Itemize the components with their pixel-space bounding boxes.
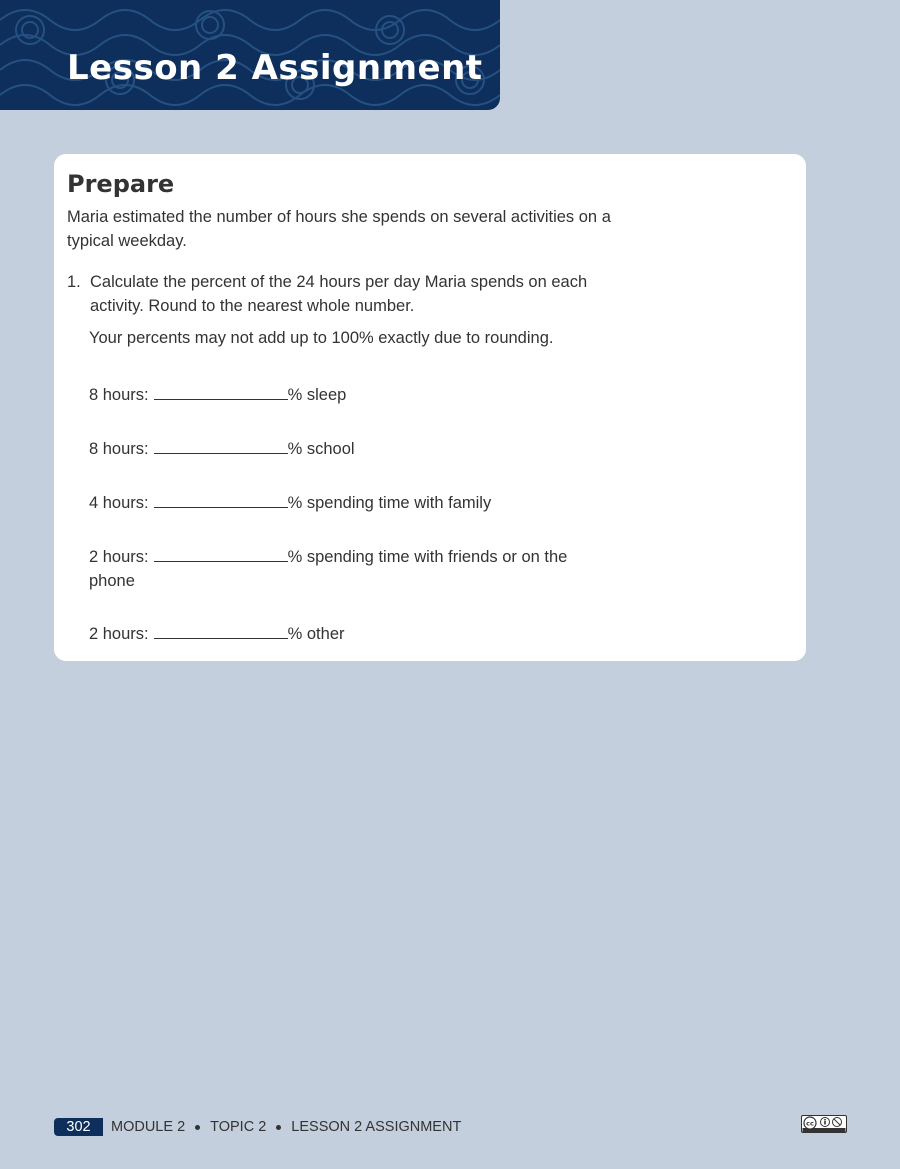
answer-row-school	[89, 435, 589, 461]
activity-label: % school	[287, 440, 355, 458]
answer-row-family	[89, 489, 589, 515]
footer-module: MODULE 2	[111, 1119, 186, 1135]
page-number: 302	[54, 1118, 103, 1136]
creative-commons-by-nc-icon	[801, 1115, 847, 1133]
question-text: Calculate the percent of the 24 hours per day Maria spends on each activity. Round to the nearest whole number.	[90, 273, 588, 315]
answer-blank-sleep[interactable]	[154, 381, 288, 400]
page-footer	[54, 1118, 461, 1136]
answer-blank-other[interactable]	[154, 620, 288, 639]
question-number: 1.	[67, 273, 81, 291]
intro-text: Maria estimated the number of hours she spends on several activities on a typical weekday.	[67, 208, 611, 250]
activity-label: % spending time with family	[287, 494, 492, 512]
lesson-banner	[0, 0, 500, 110]
activity-label: % other	[287, 625, 345, 643]
footer-topic: TOPIC 2	[210, 1119, 267, 1135]
hours-label: 4 hours:	[89, 494, 149, 512]
footer-lesson: LESSON 2 ASSIGNMENT	[291, 1119, 462, 1135]
activity-label: % spending time with friends or on the phone	[89, 548, 568, 590]
bullet-separator	[276, 1125, 281, 1130]
hours-label: 8 hours:	[89, 386, 149, 404]
question-note: Your percents may not add up to 100% exactly due to rounding.	[89, 329, 554, 347]
answer-row-friends	[89, 543, 569, 593]
hours-label: 2 hours:	[89, 548, 149, 566]
answer-blank-family[interactable]	[154, 489, 288, 508]
answer-row-other	[89, 620, 589, 646]
section-heading: Prepare	[67, 170, 175, 198]
answer-blank-friends[interactable]	[154, 543, 288, 562]
answer-row-sleep	[89, 381, 589, 407]
hours-label: 2 hours:	[89, 625, 149, 643]
bullet-separator	[195, 1125, 200, 1130]
hours-label: 8 hours:	[89, 440, 149, 458]
prepare-card	[54, 154, 806, 661]
answer-blank-school[interactable]	[154, 435, 288, 454]
page-title: Lesson 2 Assignment	[67, 48, 483, 88]
svg-text:cc: cc	[806, 1119, 814, 1128]
activity-label: % sleep	[287, 386, 347, 404]
